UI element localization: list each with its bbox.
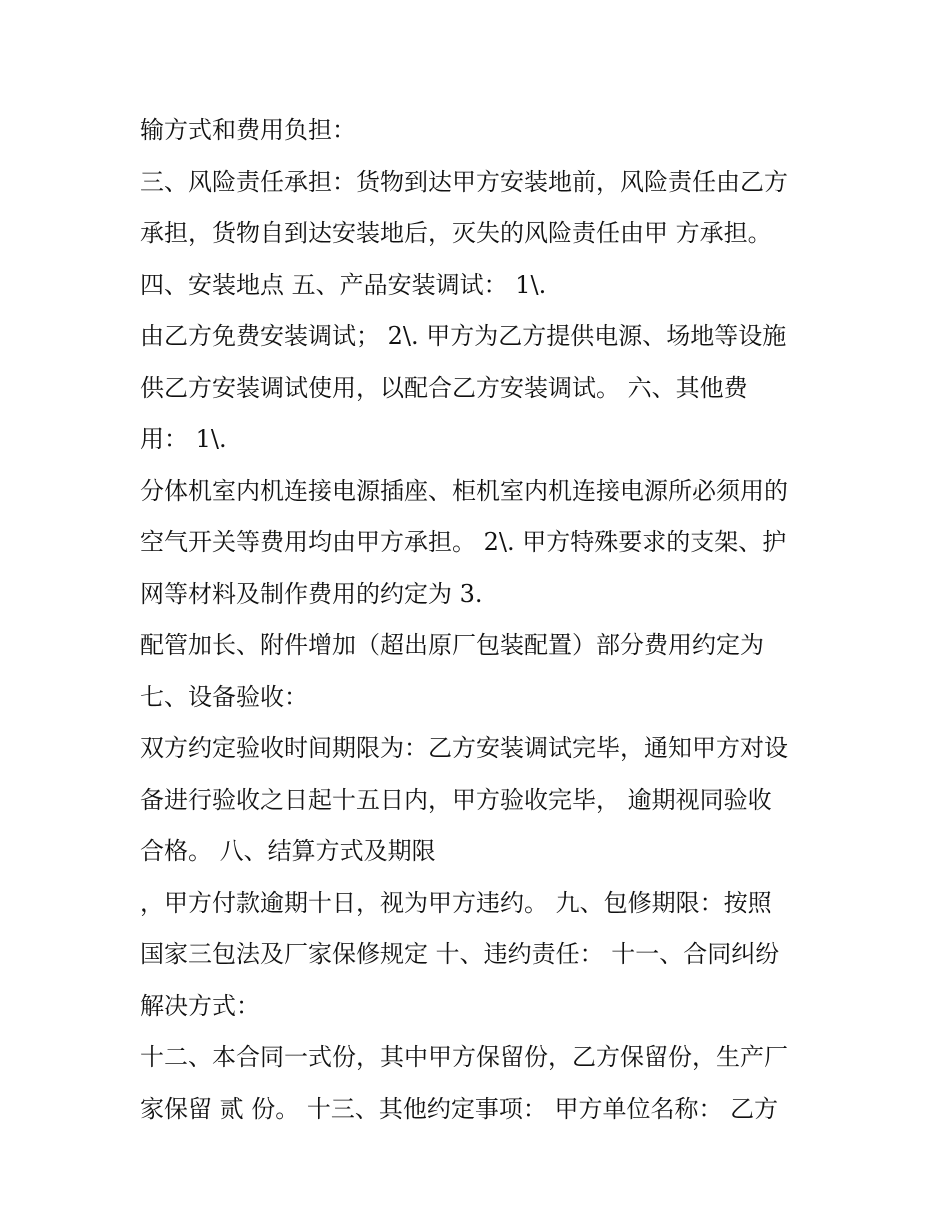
text-line: 备进行验收之日起十五日内，甲方验收完毕， 逾期视同验收 — [140, 785, 772, 814]
text-line: 分体机室内机连接电源插座、柜机室内机连接电源所必须用的 — [140, 476, 788, 505]
text-line: 由乙方免费安装调试； 2\. 甲方为乙方提供电源、场地等设施 — [140, 322, 787, 350]
text-line: 输方式和费用负担： — [140, 116, 356, 144]
text-line: 供乙方安装调试使用，以配合乙方安装调试。 六、其他费 — [140, 373, 748, 402]
text-line: 用： 1\. — [140, 425, 227, 453]
text-line: 空气开关等费用均由甲方承担。 2\. 甲方特殊要求的支架、护 — [140, 528, 787, 556]
text-line: ，甲方付款逾期十日，视为甲方违约。 九、包修期限：按照 — [140, 888, 772, 917]
text-line: 合格。 八、结算方式及期限 — [140, 837, 436, 865]
text-line: 解决方式： — [140, 991, 260, 1020]
text-line: 家保留 贰 份。 十三、其他约定事项： 甲方单位名称： 乙方 — [140, 1094, 779, 1123]
text-line: 承担，货物自到达安装地后，灭失的风险责任由甲 方承担。 — [140, 219, 772, 247]
text-line: 三、风险责任承担：货物到达甲方安装地前，风险责任由乙方 — [140, 167, 788, 196]
text-line: 网等材料及制作费用的约定为 3. — [140, 579, 483, 608]
text-line: 双方约定验收时间期限为：乙方安装调试完毕，通知甲方对设 — [140, 734, 788, 762]
contract-text — [140, 110, 820, 1140]
text-line: 七、设备验收： — [140, 682, 308, 711]
text-line: 十二、本合同一式份，其中甲方保留份，乙方保留份，生产厂 — [140, 1043, 788, 1071]
text-line: 四、安装地点 五、产品安装调试： 1\. — [140, 270, 547, 299]
text-line: 配管加长、附件增加（超出原厂包装配置）部分费用约定为 — [140, 631, 764, 659]
text-line: 国家三包法及厂家保修规定 十、违约责任： 十一、合同纠纷 — [140, 940, 780, 968]
